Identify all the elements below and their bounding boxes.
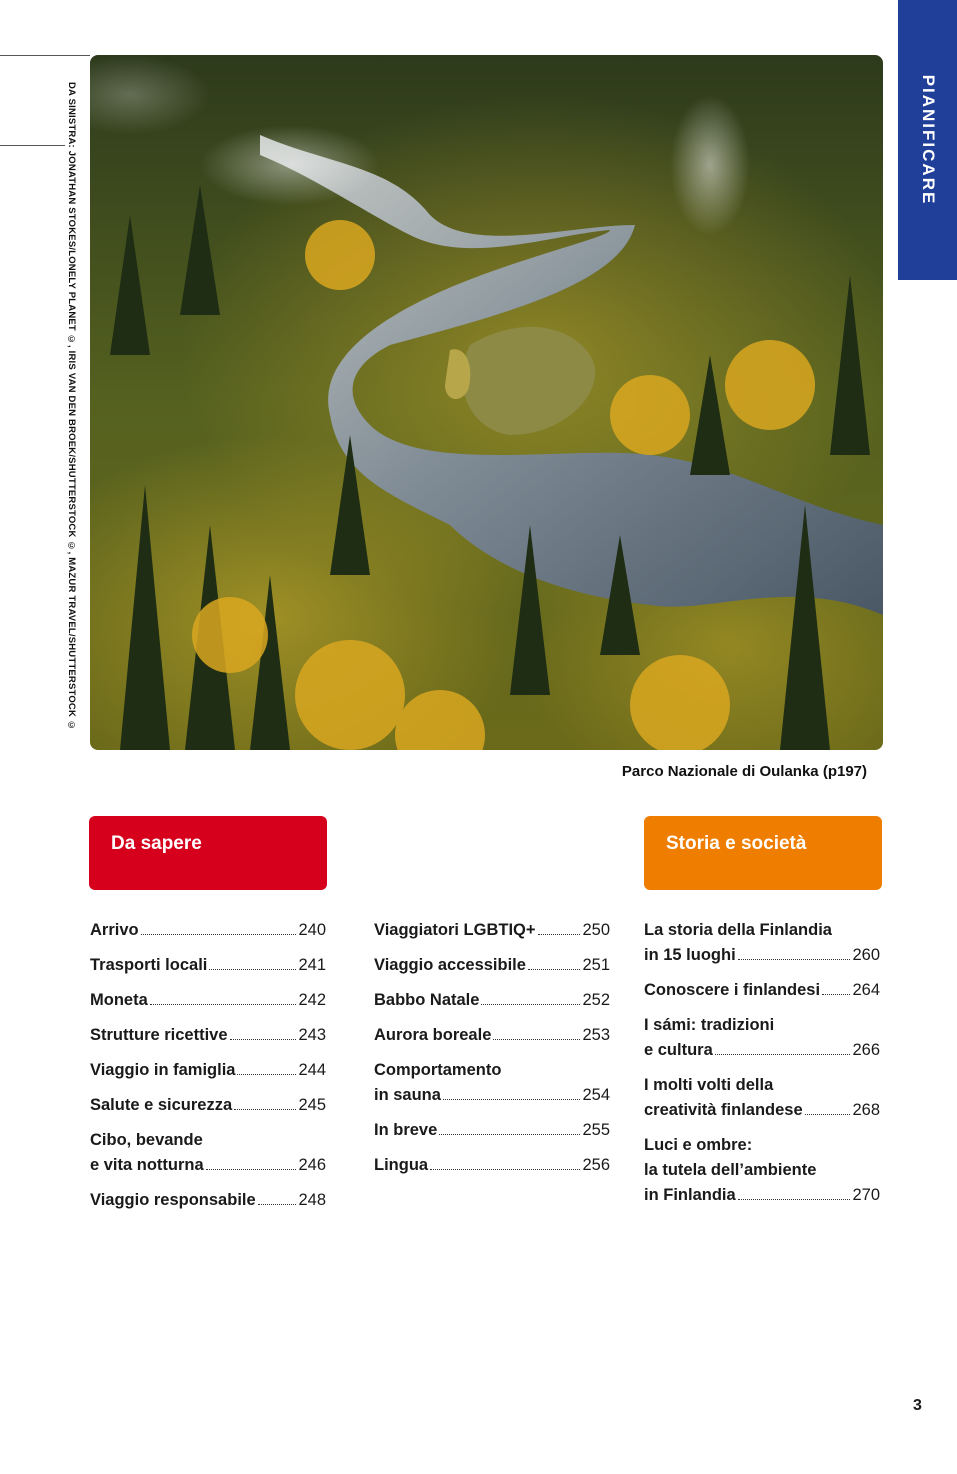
dot-leader: [237, 1074, 296, 1075]
toc-entry-last-line: [374, 988, 610, 1013]
toc-entry-title-line: Viaggiatori LGBTIQ+: [374, 921, 536, 939]
toc-entry[interactable]: [374, 918, 610, 943]
toc-page-number: 255: [582, 1121, 610, 1139]
toc-entry[interactable]: [374, 988, 610, 1013]
toc-entry[interactable]: [90, 918, 326, 943]
toc-entry-title-line: Lingua: [374, 1156, 429, 1174]
toc-entry-last-line: [644, 1098, 880, 1123]
toc-entry-title-line: creatività finlandese: [644, 1101, 803, 1119]
toc-entry-title-line: Strutture ricettive: [90, 1026, 228, 1044]
toc-entry-title-line: Cibo, bevande: [90, 1131, 203, 1149]
toc-entry[interactable]: [644, 1133, 880, 1208]
section-side-tab[interactable]: [898, 0, 957, 280]
toc-page-number: 256: [582, 1156, 610, 1174]
toc-entry-last-line: [90, 1058, 326, 1083]
toc-entry[interactable]: [644, 918, 880, 968]
toc-entry-last-line: [374, 1083, 610, 1108]
toc-entry-last-line: [374, 953, 610, 978]
toc-entry-last-line: [644, 943, 880, 968]
toc-entry-title-line: in 15 luoghi: [644, 946, 736, 964]
toc-page-number: 260: [852, 946, 880, 964]
toc-entry[interactable]: [90, 1058, 326, 1083]
toc-page-number: 266: [852, 1041, 880, 1059]
toc-entry-title-line: Moneta: [90, 991, 148, 1009]
toc-entry-title-line: Comportamento: [374, 1061, 502, 1079]
toc-page-number: 253: [582, 1026, 610, 1044]
toc-entry-last-line: [644, 1183, 880, 1208]
toc-column-2: [374, 918, 610, 1188]
toc-entry[interactable]: [90, 1023, 326, 1048]
toc-entry[interactable]: [374, 1058, 610, 1108]
dot-leader: [805, 1114, 851, 1115]
toc-entry[interactable]: [90, 1128, 326, 1178]
toc-entry-last-line: [90, 1093, 326, 1118]
toc-page-number: 254: [582, 1086, 610, 1104]
page-number: 3: [913, 1397, 922, 1414]
dot-leader: [493, 1039, 580, 1040]
dot-leader: [738, 959, 851, 960]
toc-entry-last-line: [644, 978, 880, 1003]
toc-entry-title-line: Aurora boreale: [374, 1026, 492, 1044]
toc-page-number: 241: [298, 956, 326, 974]
dot-leader: [528, 969, 581, 970]
toc-page-number: 270: [852, 1186, 880, 1204]
toc-entry-title-line: la tutela dell’ambiente: [644, 1161, 817, 1179]
toc-page-number: 242: [298, 991, 326, 1009]
photo-caption: Parco Nazionale di Oulanka (p197): [621, 763, 867, 780]
side-tab-label: PIANIFICARE: [918, 74, 938, 206]
toc-page-number: 240: [298, 921, 326, 939]
toc-entry-last-line: [374, 1118, 610, 1143]
toc-entry[interactable]: [90, 1188, 326, 1213]
dot-leader: [209, 969, 296, 970]
toc-entry-title-line: In breve: [374, 1121, 438, 1139]
toc-entry-last-line: [374, 918, 610, 943]
dot-leader: [443, 1099, 581, 1100]
dot-leader: [141, 934, 297, 935]
toc-page-number: 252: [582, 991, 610, 1009]
toc-entry-title-line: La storia della Finlandia: [644, 921, 832, 939]
toc-column-1: [90, 918, 326, 1223]
toc-entry-title-line: Babbo Natale: [374, 991, 480, 1009]
toc-entry-title-line: Arrivo: [90, 921, 139, 939]
toc-entry[interactable]: [374, 1153, 610, 1178]
toc-page-number: 246: [298, 1156, 326, 1174]
toc-entry-title-line: Conoscere i finlandesi: [644, 981, 821, 999]
section-heading-da-sapere: Da sapere: [89, 816, 327, 890]
toc-page-number: 251: [582, 956, 610, 974]
toc-entry[interactable]: [644, 1013, 880, 1063]
toc-entry-last-line: [90, 953, 326, 978]
toc-entry-last-line: [374, 1153, 610, 1178]
dot-leader: [538, 934, 581, 935]
toc-entry-title-line: Trasporti locali: [90, 956, 208, 974]
dot-leader: [481, 1004, 580, 1005]
toc-entry-title-line: in Finlandia: [644, 1186, 736, 1204]
toc-entry-title-line: in sauna: [374, 1086, 441, 1104]
toc-entry[interactable]: [644, 978, 880, 1003]
landscape-photo: [90, 55, 883, 750]
toc-entry-title-line: e cultura: [644, 1041, 713, 1059]
dot-leader: [258, 1204, 297, 1205]
toc-entry-title-line: Viaggio responsabile: [90, 1191, 256, 1209]
toc-entry[interactable]: [374, 1118, 610, 1143]
mid-rule: [0, 145, 65, 146]
toc-page-number: 245: [298, 1096, 326, 1114]
toc-entry[interactable]: [90, 988, 326, 1013]
toc-entry-title-line: e vita notturna: [90, 1156, 204, 1174]
dot-leader: [738, 1199, 851, 1200]
toc-entry-title-line: Luci e ombre:: [644, 1136, 753, 1154]
top-rule: [0, 55, 90, 56]
toc-entry[interactable]: [374, 953, 610, 978]
toc-entry[interactable]: [90, 1093, 326, 1118]
toc-page-number: 248: [298, 1191, 326, 1209]
dot-leader: [715, 1054, 851, 1055]
toc-entry-last-line: [90, 1188, 326, 1213]
toc-entry-last-line: [90, 1023, 326, 1048]
toc-page-number: 243: [298, 1026, 326, 1044]
dot-leader: [230, 1039, 297, 1040]
toc-entry-last-line: [90, 988, 326, 1013]
toc-entry[interactable]: [90, 953, 326, 978]
photo-credit: DA SINISTRA: JONATHAN STOKES/LONELY PLANET ©, IRIS VAN DEN BROEK/SHUTTERSTOCK ©, MAZUR TRAVEL/SHUTTERSTOCK ©: [66, 82, 77, 732]
toc-entry-last-line: [90, 1153, 326, 1178]
dot-leader: [234, 1109, 296, 1110]
toc-entry-last-line: [374, 1023, 610, 1048]
toc-entry-title-line: Viaggio accessibile: [374, 956, 526, 974]
toc-entry[interactable]: [374, 1023, 610, 1048]
toc-page-number: 250: [582, 921, 610, 939]
toc-entry-last-line: [90, 918, 326, 943]
dot-leader: [150, 1004, 297, 1005]
toc-page-number: 268: [852, 1101, 880, 1119]
dot-leader: [439, 1134, 580, 1135]
toc-column-3: [644, 918, 880, 1218]
dot-leader: [430, 1169, 580, 1170]
dot-leader: [206, 1169, 297, 1170]
section-heading-storia-e-societa: Storia e società: [644, 816, 882, 890]
toc-page-number: 264: [852, 981, 880, 999]
toc-entry[interactable]: [644, 1073, 880, 1123]
toc-entry-last-line: [644, 1038, 880, 1063]
toc-entry-title-line: Salute e sicurezza: [90, 1096, 233, 1114]
toc-entry-title-line: I molti volti della: [644, 1076, 774, 1094]
toc-entry-title-line: Viaggio in famiglia: [90, 1061, 236, 1079]
toc-page-number: 244: [298, 1061, 326, 1079]
toc-entry-title-line: I sámi: tradizioni: [644, 1016, 775, 1034]
dot-leader: [822, 994, 850, 995]
